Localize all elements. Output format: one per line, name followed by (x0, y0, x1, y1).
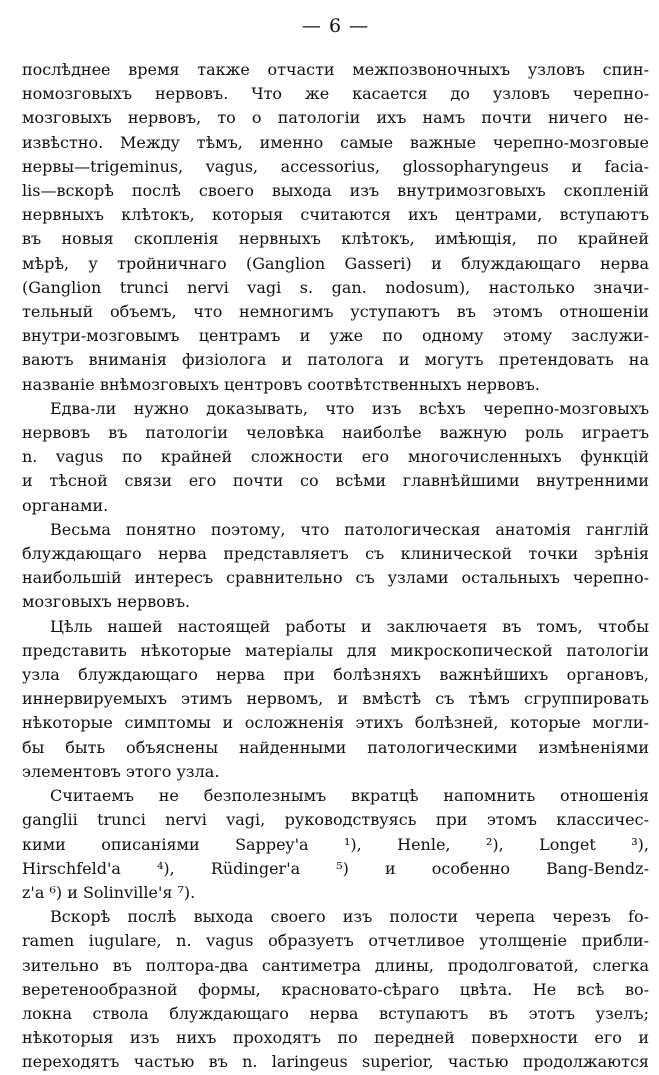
paragraph (22, 905, 649, 1074)
text-line: ganglii trunci nervi vagi, руководствуясь при этомъ классичес- (22, 810, 649, 830)
text-line: элементовъ этого узла. (22, 761, 220, 781)
text-line: Едва-ли нужно доказывать, что изъ всѣхъ черепно-мозговыхъ (50, 398, 649, 418)
text-line: нервы—trigeminus, vagus, accessorius, glossopharyngeus и facia- (22, 156, 649, 176)
text-line: блуждающаго нерва представляетъ съ клинической точки зрѣнія (22, 544, 649, 564)
paragraph (22, 518, 649, 615)
text-line: органами. (22, 495, 109, 515)
text-line: Вскорѣ послѣ выхода своего изъ полости черепа черезъ fo- (50, 907, 649, 927)
body-text (22, 58, 649, 1075)
text-line: локна ствола блуждающаго нерва вступаютъ въ этотъ узелъ; (22, 1003, 649, 1023)
text-line: извѣстно. Между тѣмъ, именно самые важные черепно-мозговые (22, 132, 649, 152)
text-line: кими описаніями Sappey'a ¹), Henle, ²), Longet ³), (22, 834, 649, 854)
text-line: Весьма понятно поэтому, что патологическая анатомія ганглій (50, 519, 649, 539)
text-line: въ новыя скопленія нервныхъ клѣтокъ, имѣющія, по крайней (22, 229, 649, 249)
text-line: нѣкоторыя изъ нихъ проходятъ по передней поверхности его и (22, 1028, 649, 1048)
paragraph (22, 58, 649, 397)
text-line: Считаемъ не безполезнымъ вкратцѣ напомнить отношенія (50, 786, 649, 806)
text-line: номозговыхъ нервовъ. Что же касается до узловъ черепно- (22, 84, 649, 104)
text-line: z'a ⁶) и Solinville'я ⁷). (22, 882, 196, 902)
text-line: внутри-мозговымъ центрамъ и уже по одному этому заслужи- (22, 326, 649, 346)
text-line: веретенообразной формы, красновато-сѣраго цвѣта. Не всѣ во- (22, 979, 649, 999)
text-line: узла блуждающаго нерва при болѣзняхъ важнѣйшихъ органовъ, (22, 665, 649, 685)
text-line: lis—вскорѣ послѣ своего выхода изъ внутримозговыхъ скопленій (22, 181, 649, 201)
text-line: ramen iugulare, n. vagus образуетъ отчетливое утолщеніе прибли- (22, 931, 649, 951)
text-line: послѣднее время также отчасти межпозвоночныхъ узловъ спин- (22, 60, 649, 79)
text-line: наибольшій интересъ сравнительно съ узлами остальныхъ черепно- (22, 568, 649, 588)
paragraph (22, 397, 649, 518)
text-line: зительно въ полтора-два сантиметра длины, продолговатой, слегка (22, 955, 649, 975)
text-line: тельный объемъ, что немногимъ уступаютъ въ этомъ отношеніи (22, 302, 649, 322)
text-line: представить нѣкоторые матеріалы для микроскопической патологіи (22, 640, 649, 660)
text-line: мѣрѣ, у тройничнаго (Ganglion Gasseri) и блуждающаго нерва (22, 253, 649, 273)
text-line: иннервируемыхъ этимъ нервомъ, и вмѣстѣ съ тѣмъ сгруппировать (22, 689, 649, 709)
text-line: названіе внѣмозговыхъ центровъ соотвѣтственныхъ нервовъ. (22, 374, 540, 394)
text-line: и тѣсной связи его почти со всѣми главнѣйшими внутренними (22, 471, 649, 491)
text-line: ваютъ вниманія физіолога и патолога и могутъ претендовать на (22, 350, 649, 370)
paragraph (22, 615, 649, 784)
text-line: нервныхъ клѣтокъ, которыя считаются ихъ центрами, вступаютъ (22, 205, 649, 225)
text-line: нервовъ въ патологіи человѣка наиболѣе важную роль играетъ (22, 423, 649, 443)
text-line: нѣкоторые симптомы и осложненія этихъ болѣзней, которые могли- (22, 713, 649, 733)
text-line: n. vagus по крайней сложности его многочисленныхъ функцій (22, 447, 649, 467)
text-line: мозговыхъ нервовъ, то о патологіи ихъ намъ почти ничего не- (22, 108, 649, 128)
text-line: (Ganglion trunci nervi vagi s. gan. nodosum), настолько значи- (22, 277, 649, 297)
paragraph (22, 784, 649, 905)
text-line: мозговыхъ нервовъ. (22, 592, 191, 612)
text-line: Цѣль нашей настоящей работы и заключаетя въ томъ, чтобы (50, 616, 649, 636)
text-line: бы быть объяснены найденными патологическими измѣненіями (22, 737, 649, 757)
text-line: Hirschfeld'a ⁴), Rüdinger'a ⁵) и особенно Bang-Bendz- (22, 858, 649, 878)
page-number: — 6 — (301, 15, 370, 37)
text-line: переходятъ частью въ n. laringeus superior, частью продолжаются (22, 1052, 649, 1072)
